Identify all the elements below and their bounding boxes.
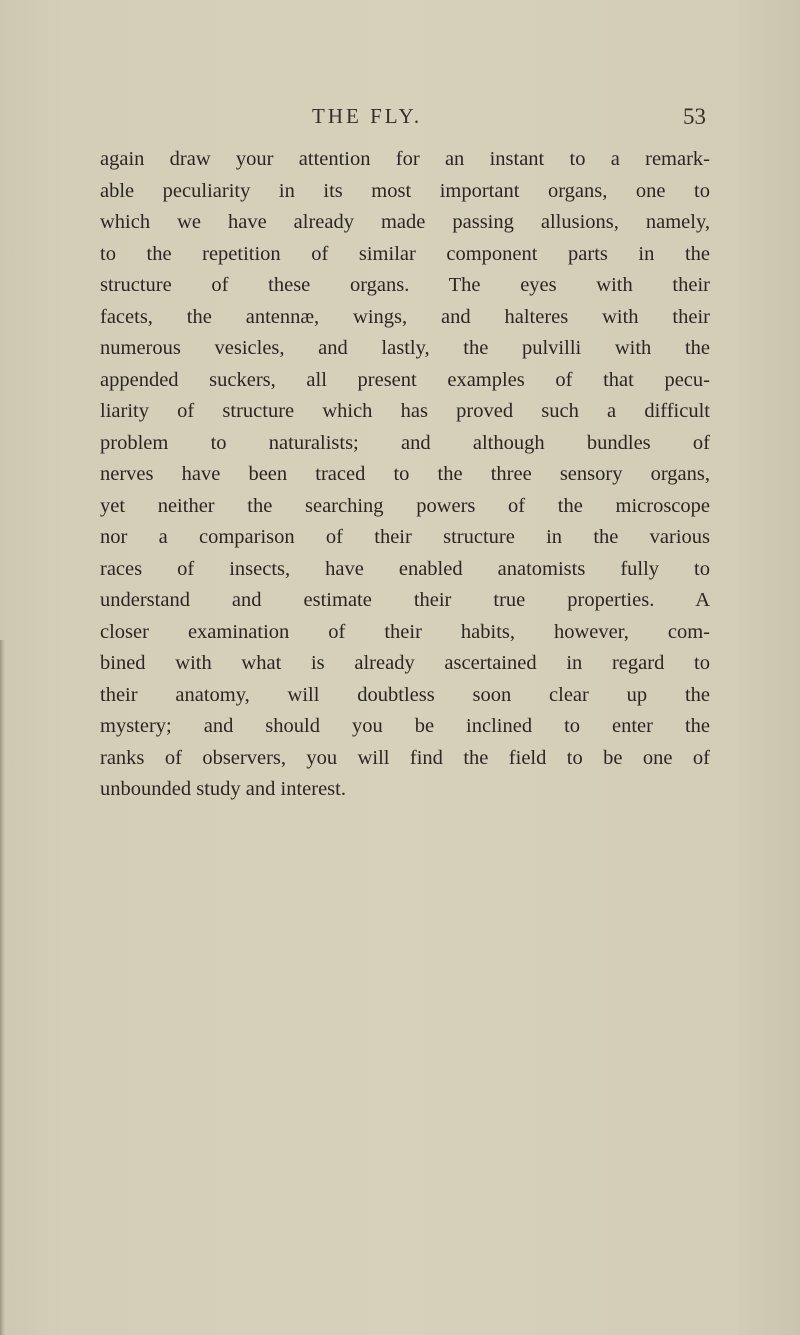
text-line: able peculiarity in its most important organs, one to — [100, 179, 710, 202]
body-text — [100, 144, 710, 806]
text-line: understand and estimate their true properties. A — [100, 589, 710, 611]
text-line: yet neither the searching powers of the microscope — [100, 494, 710, 517]
running-head-title: THE FLY. — [312, 104, 423, 128]
text-line: again draw your attention for an instant to a remark- — [100, 148, 710, 170]
text-line: bined with what is already ascertained in regard to — [100, 652, 710, 674]
text-line: facets, the antennæ, wings, and halteres with their — [100, 305, 710, 328]
text-line: liarity of structure which has proved such a difficult — [100, 400, 710, 422]
text-line: appended suckers, all present examples of that pecu- — [100, 368, 710, 391]
text-line: to the repetition of similar component parts in the — [100, 242, 710, 265]
text-line: closer examination of their habits, however, com- — [100, 620, 710, 643]
running-head — [100, 104, 706, 134]
text-line: their anatomy, will doubtless soon clear up the — [100, 683, 710, 706]
text-line: numerous vesicles, and lastly, the pulvilli with the — [100, 337, 710, 359]
text-line: structure of these organs. The eyes with their — [100, 274, 710, 296]
page-number: 53 — [683, 104, 706, 129]
text-line-last: unbounded study and interest. — [100, 778, 346, 800]
text-line: which we have already made passing allusions, namely, — [100, 211, 710, 233]
page-edge-shadow — [0, 640, 5, 1335]
text-line: ranks of observers, you will find the field to be one of — [100, 746, 710, 769]
text-line: mystery; and should you be inclined to enter the — [100, 715, 710, 737]
text-line: problem to naturalists; and although bundles of — [100, 431, 710, 454]
text-line: races of insects, have enabled anatomists fully to — [100, 557, 710, 580]
text-line: nor a comparison of their structure in the various — [100, 526, 710, 548]
text-line: nerves have been traced to the three sensory organs, — [100, 463, 710, 485]
